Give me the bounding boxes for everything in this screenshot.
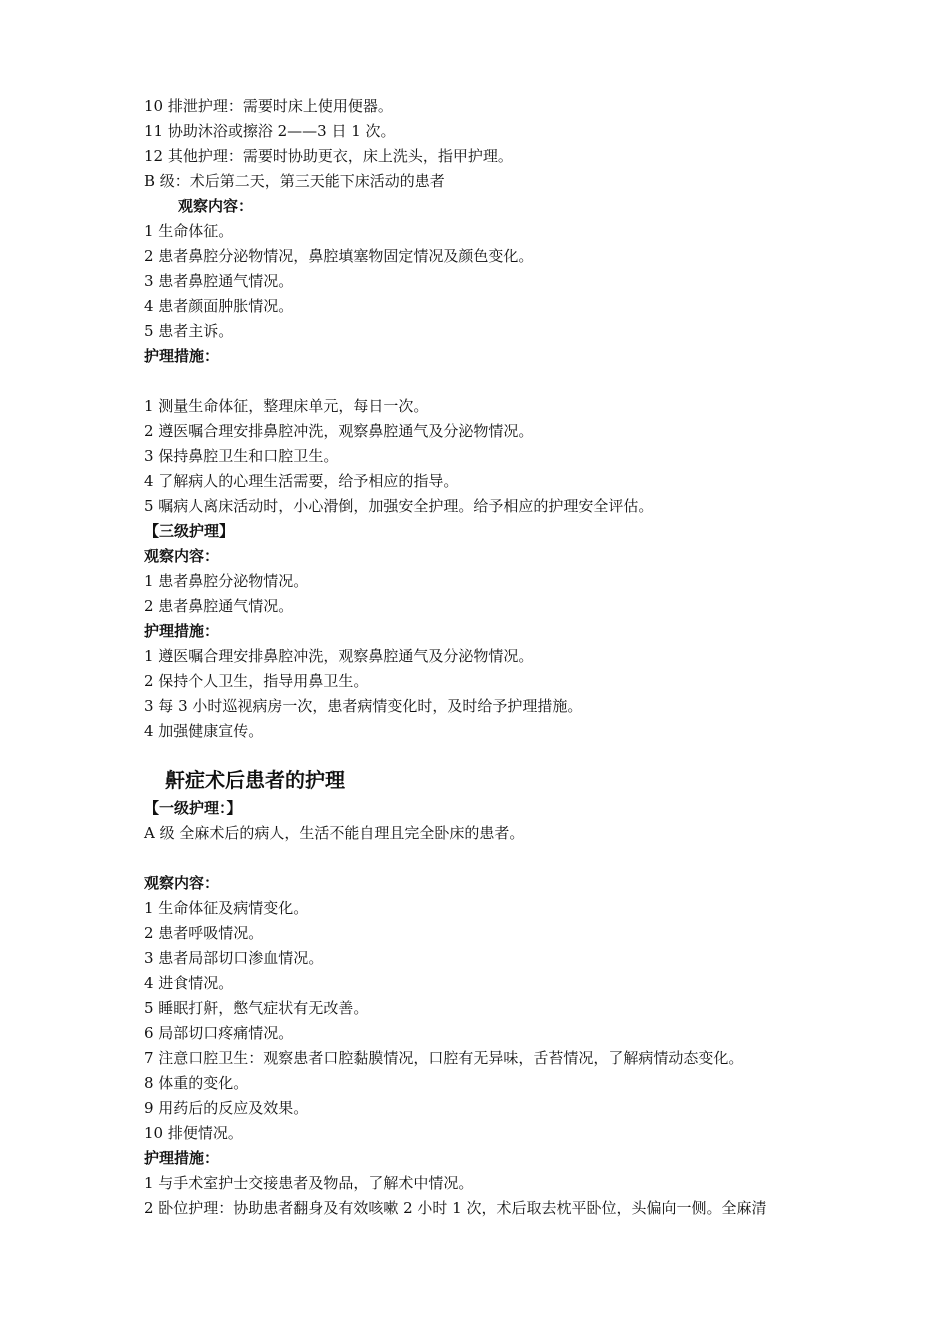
- list-item: 2 患者呼吸情况。: [144, 924, 264, 942]
- list-item: 8 体重的变化。: [144, 1074, 249, 1092]
- list-item: 4 了解病人的心理生活需要，给予相应的指导。: [144, 472, 459, 490]
- list-item: 9 用药后的反应及效果。: [144, 1099, 309, 1117]
- list-item: 7 注意口腔卫生：观察患者口腔黏膜情况，口腔有无异味，舌苔情况，了解病情动态变化。: [144, 1049, 744, 1067]
- measures-heading: 护理措施：: [144, 1149, 220, 1167]
- list-item: 5 患者主诉。: [144, 322, 234, 340]
- list-item: 12 其他护理：需要时协助更衣，床上洗头，指甲护理。: [144, 147, 513, 165]
- list-item: 3 患者鼻腔通气情况。: [144, 272, 294, 290]
- list-item: 1 遵医嘱合理安排鼻腔冲洗，观察鼻腔通气及分泌物情况。: [144, 647, 534, 665]
- level3-heading: 【三级护理】: [144, 522, 235, 540]
- document-page: [144, 94, 834, 1221]
- list-item: 1 患者鼻腔分泌物情况。: [144, 572, 309, 590]
- level1-heading: 【一级护理：】: [144, 799, 242, 817]
- list-item: 10 排便情况。: [144, 1124, 243, 1142]
- list-item: 1 与手术室护士交接患者及物品，了解术中情况。: [144, 1174, 474, 1192]
- list-item: 3 每 3 小时巡视病房一次，患者病情变化时，及时给予护理措施。: [144, 697, 583, 715]
- list-item: 6 局部切口疼痛情况。: [144, 1024, 294, 1042]
- list-item: 5 嘱病人离床活动时，小心滑倒，加强安全护理。给予相应的护理安全评估。: [144, 497, 654, 515]
- level-b-description: B 级：术后第二天，第三天能下床活动的患者: [144, 172, 445, 190]
- list-item: 3 患者局部切口渗血情况。: [144, 949, 324, 967]
- measures-heading: 护理措施：: [144, 622, 220, 640]
- list-item: 10 排泄护理：需要时床上使用便器。: [144, 97, 393, 115]
- observe-heading: 观察内容：: [144, 547, 220, 565]
- section-title: 鼾症术后患者的护理: [165, 768, 345, 792]
- blank-line: [144, 369, 834, 394]
- blank-line: [144, 846, 834, 871]
- observe-heading: 观察内容：: [178, 197, 254, 215]
- list-item: 4 患者颜面肿胀情况。: [144, 297, 294, 315]
- list-item: 4 进食情况。: [144, 974, 234, 992]
- list-item: 2 遵医嘱合理安排鼻腔冲洗，观察鼻腔通气及分泌物情况。: [144, 422, 534, 440]
- level-a-description: A 级 全麻术后的病人，生活不能自理且完全卧床的患者。: [144, 824, 525, 842]
- list-item: 2 卧位护理：协助患者翻身及有效咳嗽 2 小时 1 次，术后取去枕平卧位，头偏向一侧。全麻清: [144, 1199, 767, 1217]
- list-item: 1 生命体征及病情变化。: [144, 899, 309, 917]
- list-item: 11 协助沐浴或擦浴 2——3 日 1 次。: [144, 122, 396, 140]
- list-item: 2 患者鼻腔通气情况。: [144, 597, 294, 615]
- list-item: 2 患者鼻腔分泌物情况，鼻腔填塞物固定情况及颜色变化。: [144, 247, 534, 265]
- measures-heading: 护理措施：: [144, 347, 220, 365]
- list-item: 3 保持鼻腔卫生和口腔卫生。: [144, 447, 339, 465]
- list-item: 4 加强健康宣传。: [144, 722, 264, 740]
- list-item: 2 保持个人卫生，指导用鼻卫生。: [144, 672, 369, 690]
- section-gap: [144, 744, 834, 764]
- list-item: 5 睡眠打鼾，憋气症状有无改善。: [144, 999, 369, 1017]
- list-item: 1 生命体征。: [144, 222, 234, 240]
- list-item: 1 测量生命体征，整理床单元，每日一次。: [144, 397, 429, 415]
- observe-heading: 观察内容：: [144, 874, 220, 892]
